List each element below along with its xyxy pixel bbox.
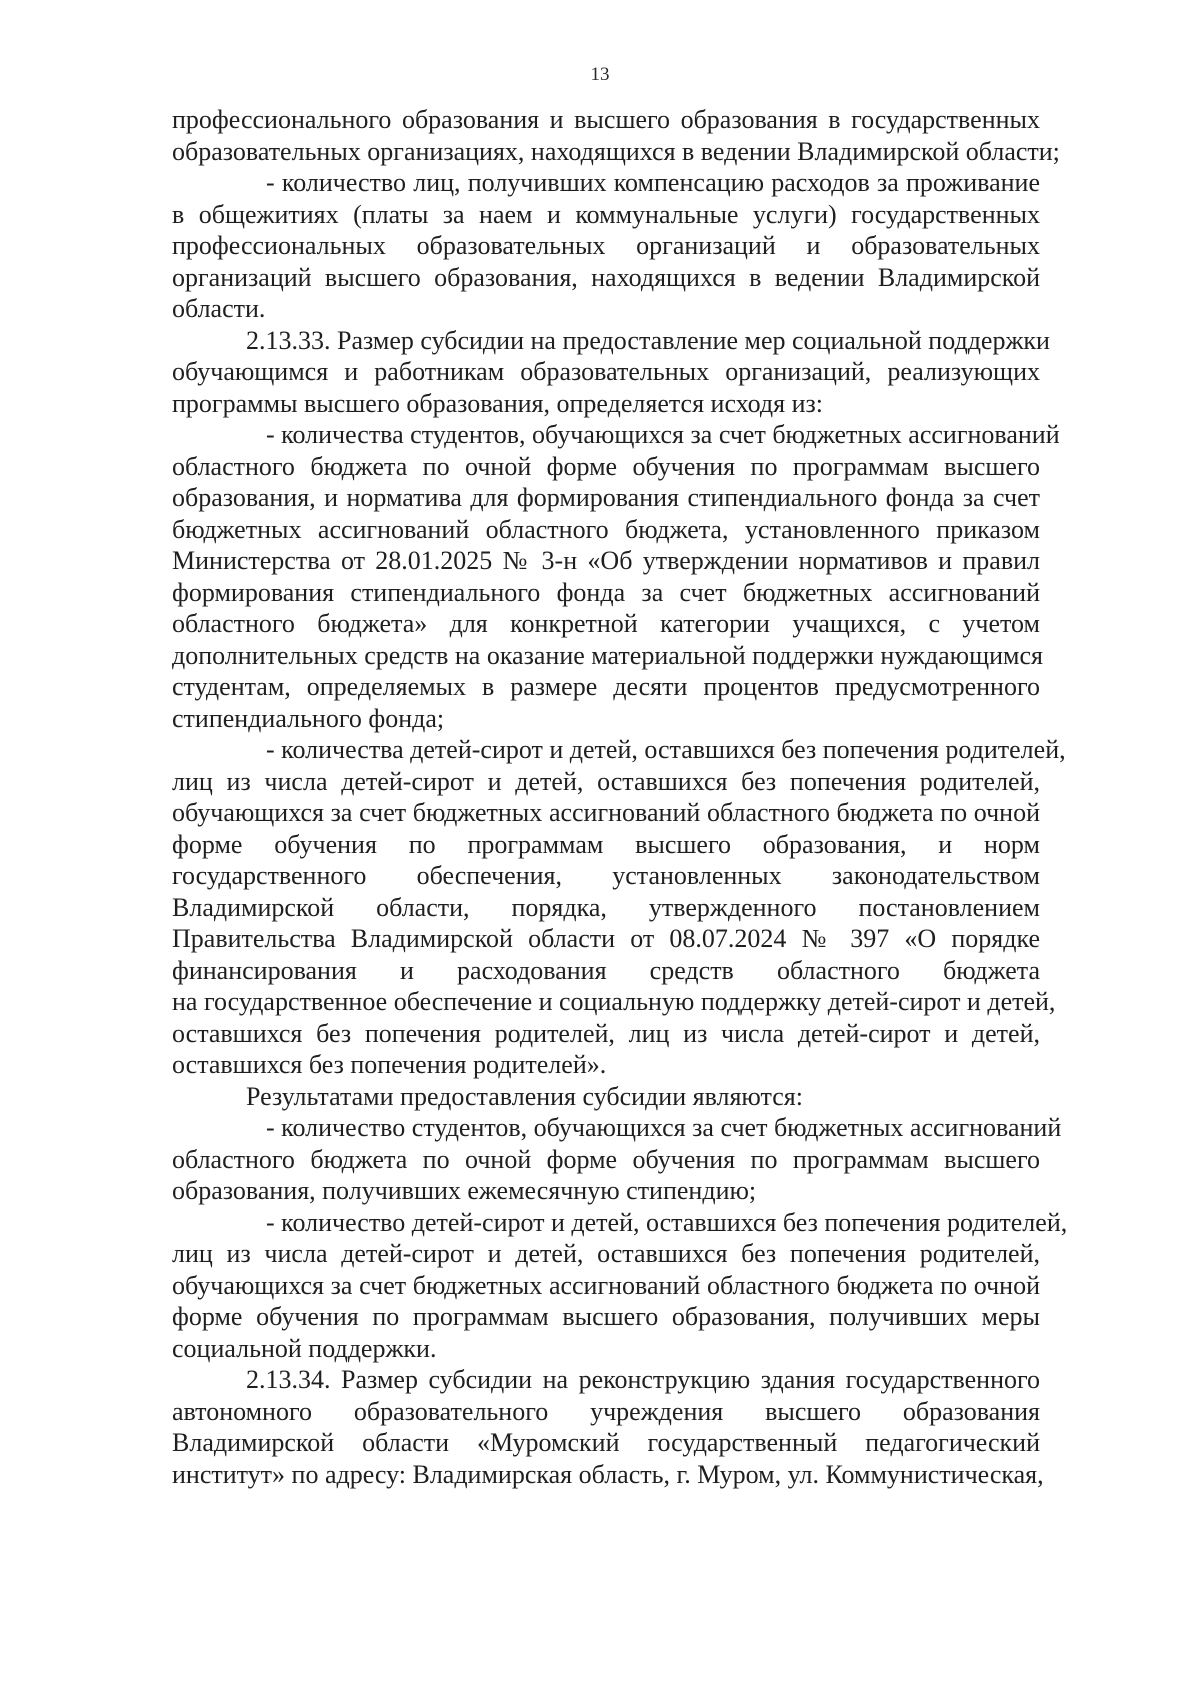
text-line: образовательных организациях, находящихся в ведении Владимирской области;: [172, 136, 1060, 166]
text-line: обучающихся за счет бюджетных ассигнований областного бюджета по очной: [172, 798, 1040, 827]
text-line: Владимирской области «Муромский государственный педагогический: [172, 1428, 1040, 1457]
text-line: государственного обеспечения, установленных законодательством: [172, 861, 1040, 890]
text-line: Результатами предоставления субсидии являются:: [246, 1081, 803, 1111]
text-line: институт» по адресу: Владимирская область, г. Муром, ул. Коммунистическая,: [172, 1459, 1044, 1489]
text-line: дополнительных средств на оказание материальной поддержки нуждающимся: [172, 640, 1043, 670]
text-line: форме обучения по программам высшего образования, и норм: [172, 829, 1040, 859]
text-line: профессиональных образовательных организаций и образовательных: [172, 231, 1040, 260]
text-line: бюджетных ассигнований областного бюджета, установленного приказом: [172, 514, 1040, 544]
text-line: форме обучения по программам высшего образования, получивших меры: [172, 1302, 1040, 1331]
text-line: - количества студентов, обучающихся за счет бюджетных ассигнований: [266, 420, 1060, 449]
text-line: оставшихся без попечения родителей».: [172, 1050, 607, 1079]
text-line: области.: [172, 294, 266, 323]
text-line: Министерства от 28.01.2025 № 3-н «Об утверждении нормативов и правил: [172, 546, 1040, 575]
text-line: в общежитиях (платы за наем и коммунальные услуги) государственных: [172, 199, 1040, 229]
text-line: - количество лиц, получивших компенсацию расходов за проживание: [266, 168, 1040, 197]
text-line: лиц из числа детей-сирот и детей, оставшихся без попечения родителей,: [172, 766, 1040, 796]
text-line: лиц из числа детей-сирот и детей, оставшихся без попечения родителей,: [172, 1239, 1040, 1268]
text-line: обучающихся за счет бюджетных ассигнований областного бюджета по очной: [172, 1270, 1040, 1300]
text-line: формирования стипендиального фонда за счет бюджетных ассигнований: [172, 577, 1040, 607]
text-line: организаций высшего образования, находящихся в ведении Владимирской: [172, 262, 1040, 292]
text-line: образования, получивших ежемесячную стипендию;: [172, 1176, 757, 1205]
text-line: 2.13.34. Размер субсидии на реконструкцию здания государственного: [246, 1365, 1040, 1394]
text-line: областного бюджета по очной форме обучения по программам высшего: [172, 451, 1040, 481]
text-line: Владимирской области, порядка, утвержденного постановлением: [172, 892, 1040, 922]
text-line: на государственное обеспечение и социальную поддержку детей-сирот и детей,: [172, 987, 1056, 1016]
text-line: обучающимся и работникам образовательных организаций, реализующих: [172, 357, 1040, 386]
text-line: Правительства Владимирской области от 08.07.2024 № 397 «О порядке: [172, 924, 1040, 953]
text-line: оставшихся без попечения родителей, лиц из числа детей-сирот и детей,: [172, 1018, 1040, 1048]
page-number: 13: [590, 64, 610, 85]
text-line: - количество детей-сирот и детей, оставшихся без попечения родителей,: [266, 1207, 1068, 1237]
text-line: областного бюджета по очной форме обучения по программам высшего: [172, 1144, 1040, 1174]
text-line: областного бюджета» для конкретной категории учащихся, с учетом: [172, 609, 1040, 638]
text-line: - количества детей-сирот и детей, оставшихся без попечения родителей,: [266, 735, 1066, 764]
text-line: профессионального образования и высшего образования в государственных: [172, 105, 1040, 134]
text-line: образования, и норматива для формирования стипендиального фонда за счет: [172, 483, 1040, 512]
text-line: автономного образовательного учреждения высшего образования: [172, 1396, 1040, 1426]
text-line: студентам, определяемых в размере десяти процентов предусмотренного: [172, 672, 1040, 701]
text-line: финансирования и расходования средств областного бюджета: [172, 955, 1040, 985]
text-line: социальной поддержки.: [172, 1333, 437, 1363]
text-line: программы высшего образования, определяется исходя из:: [172, 388, 824, 418]
document-body: [172, 104, 1068, 1490]
text-line: стипендиального фонда;: [172, 703, 445, 733]
text-line: - количество студентов, обучающихся за счет бюджетных ассигнований: [266, 1113, 1062, 1142]
text-line: 2.13.33. Размер субсидии на предоставление мер социальной поддержки: [246, 325, 1050, 355]
